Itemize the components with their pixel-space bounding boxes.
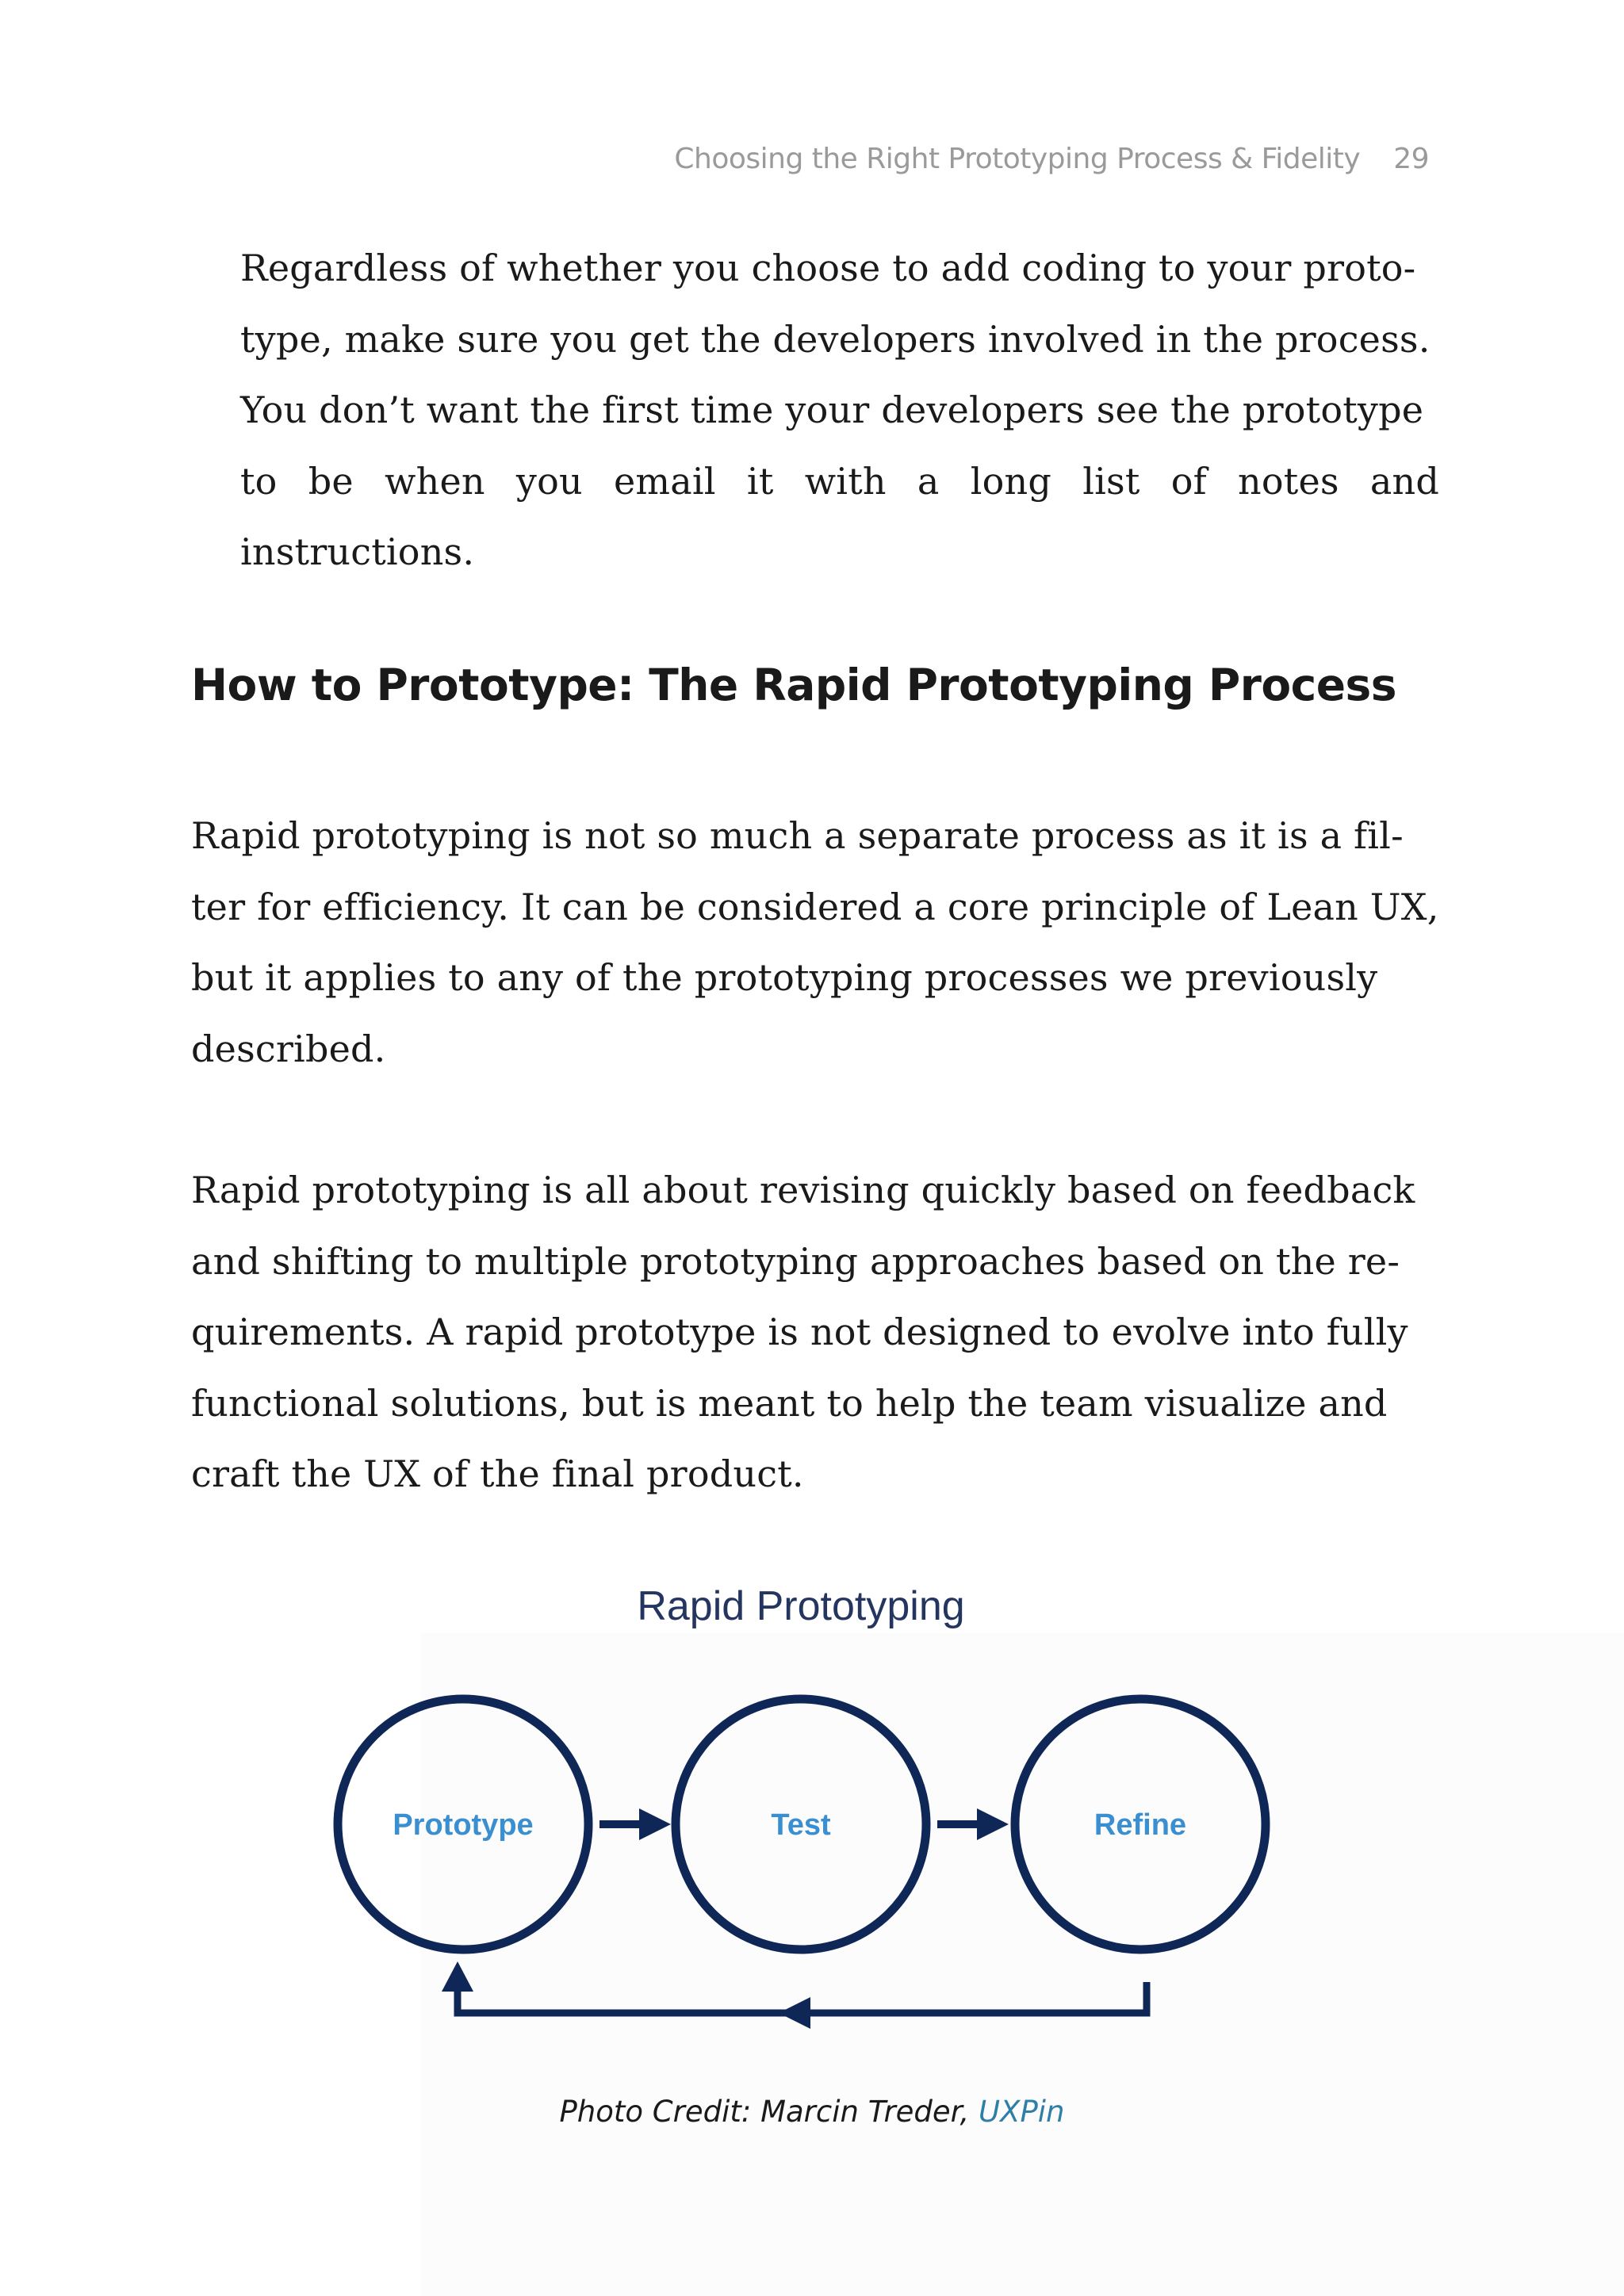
text-line: Rapid prototyping is not so much a separate process as it is a fil- [191, 814, 1404, 857]
quote-line: to be when you email it with a long list of notes and instructions. [240, 459, 1439, 573]
chapter-title: Choosing the Right Prototyping Process & Fidelity [674, 143, 1361, 175]
page-number: 29 [1393, 143, 1429, 175]
text-line: Rapid prototyping is all about revising quickly based on feedback [191, 1169, 1415, 1211]
diagram-title: Rapid Prototyping [637, 1583, 965, 1629]
section-heading: How to Prototype: The Rapid Prototyping Process [191, 660, 1397, 710]
text-line: quirements. A rapid prototype is not designed to evolve into fully [191, 1311, 1408, 1353]
body-paragraph-2 [191, 1155, 1441, 1510]
text-line: described. [191, 1027, 386, 1070]
figure-background [420, 1633, 1624, 2296]
step-label-prototype: Prototype [393, 1808, 534, 1842]
step-label-refine: Refine [1094, 1808, 1187, 1842]
running-header [674, 143, 1429, 175]
text-line: functional solutions, but is meant to help the team visualize and [191, 1381, 1388, 1425]
quote-line: Regardless of whether you choose to add coding to your proto- [240, 247, 1416, 289]
text-line: ter for efficiency. It can be considered a core principle of Lean UX, [191, 885, 1439, 928]
text-line: and shifting to multiple prototyping approaches based on the re- [191, 1239, 1400, 1283]
text-line: but it applies to any of the prototyping processes we previously [191, 956, 1378, 999]
text-line: craft the UX of the final product. [191, 1452, 804, 1495]
photo-credit [0, 2095, 1624, 2129]
quote-line: You don’t want the first time your developers see the prototype [240, 388, 1424, 431]
credit-text: Photo Credit: Marcin Treder, [559, 2095, 979, 2129]
step-label-test: Test [771, 1808, 831, 1842]
pull-quote [240, 233, 1439, 588]
quote-line: type, make sure you get the developers involved in the process. [240, 317, 1431, 361]
body-paragraph-1 [191, 801, 1441, 1085]
uxpin-link[interactable]: UXPin [979, 2095, 1065, 2129]
